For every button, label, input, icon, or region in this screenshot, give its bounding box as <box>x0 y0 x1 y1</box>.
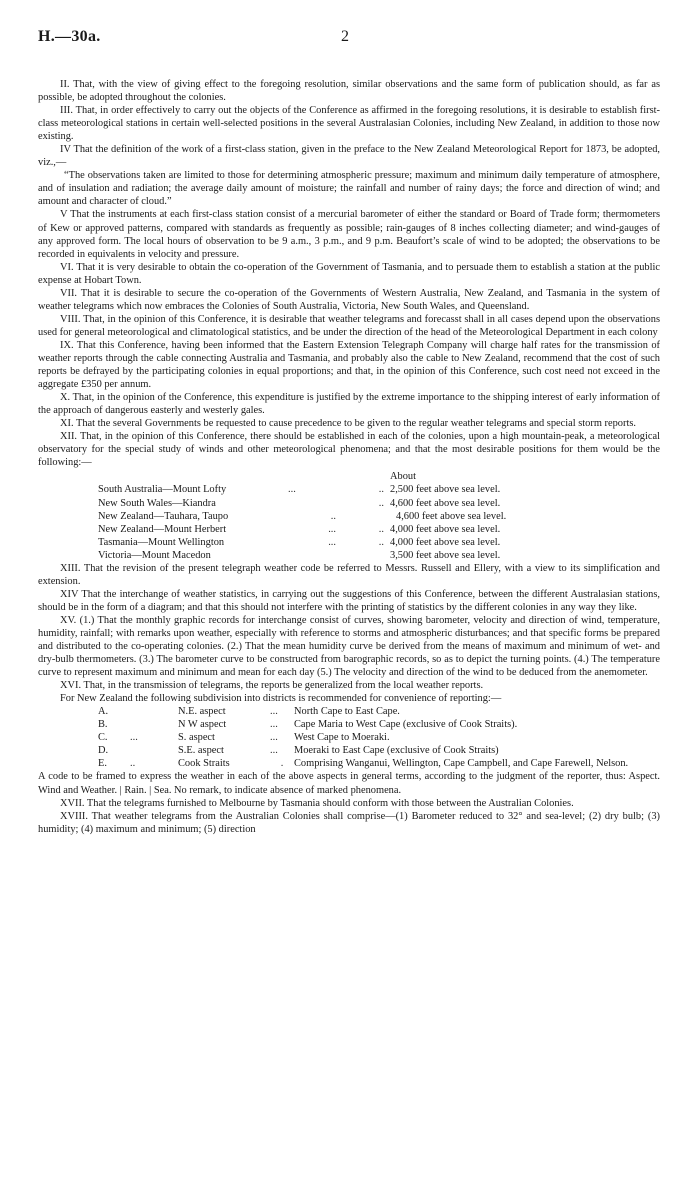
district-bounds: Comprising Wanganui, Wellington, Cape Campbell, and Cape Farewell, Nelson. <box>294 758 629 770</box>
resolution-xi: XI. That the several Governments be requested to cause precedence to be given to the regular weather telegrams and special storm reports. <box>60 418 636 430</box>
resolution-ii: II. That, with the view of giving effect to the foregoing resolution, similar observations and the same form of publication should, as far as possible, be adopted throughout the colonies. <box>38 79 660 104</box>
station-height: 3,500 feet above sea level. <box>390 549 501 561</box>
resolution-xiii: XIII. That the revision of the present telegraph weather code be referred to Messrs. Russell and Ellery, with a view to its simplification and extension. <box>38 562 660 587</box>
station-height: 4,000 feet above sea level. <box>390 523 501 535</box>
table-row: New Zealand—Tauhara, Taupo .. 4,600 feet above sea level. <box>98 510 507 522</box>
district-letter: C. <box>98 732 108 744</box>
districts-table <box>98 705 628 770</box>
station-height: 4,000 feet above sea level. <box>390 536 501 548</box>
report-code: H.—30a. <box>38 28 101 45</box>
page-number: 2 <box>341 28 349 45</box>
district-bounds: North Cape to East Cape. <box>294 706 400 718</box>
resolution-iv: IV That the definition of the work of a first-class station, given in the preface to the New Zealand Meteorological Report for 1873, be adopted, viz.,— <box>38 144 660 169</box>
resolution-iii: III. That, in order effectively to carry out the objects of the Conference as affirmed in the foregoing resolutions, it is desirable to establish first-class meteorological stations in certain well-selected positions in the several Australasian Colonies, including New Zealand, in addition to those now existing. <box>38 105 660 143</box>
resolution-v: V That the instruments at each first-class station consist of a mercurial barometer of either the standard or Board of Trade form; thermometers of Kew or approved patterns, compared with standards as frequently as possible; rain-gauges of 8 inches collecting diameter; and wind-gauges of any approved form. The local hours of observation to be 9 a.m., 3 p.m., and 9 p.m. Beaufort’s scale of wind to be adopted; the observations to be recorded in equivalents in velocity and pressure. <box>38 209 660 260</box>
district-letter: E. <box>98 758 107 770</box>
resolution-xvi: XVI. That, in the transmission of telegrams, the reports be generalized from the local weather reports. <box>60 680 484 692</box>
table-row: A. N.E. aspect ... North Cape to East Cape. <box>98 705 628 718</box>
table-row: E. .. Cook Straits . Comprising Wanganui, Wellington, Cape Campbell, and Cape Farewell, Nelson. <box>98 758 629 770</box>
district-bounds: Cape Maria to West Cape (exclusive of Cook Straits). <box>294 719 518 731</box>
table-row: C. ... S. aspect ... West Cape to Moeraki. <box>98 731 628 744</box>
weather-code-note: A code to be framed to express the weather in each of the above aspects in general terms, according to the judgment of the reporter, thus: Aspect. Wind and Weather. | Rain. | Sea. No remark, to indicate absence of marked phenomena. <box>38 771 660 796</box>
district-aspect: Cook Straits <box>178 758 230 770</box>
district-bounds: West Cape to Moeraki. <box>294 732 390 744</box>
station-place: New Zealand—Tauhara, Taupo <box>98 510 229 522</box>
table-row: New Zealand—Mount Herbert ... .. 4,000 feet above sea level. <box>98 523 506 536</box>
resolution-xvii: XVII. That the telegrams furnished to Melbourne by Tasmania should conform with those between the Australian Colonies. <box>60 797 574 809</box>
station-place: New South Wales—Kiandra <box>98 497 216 509</box>
resolution-viii: VIII. That, in the opinion of this Conference, it is desirable that weather telegrams and forecasst shall in all cases depend upon the observations used for general meteorological and climatological statistics, and be under the direction of the head of the Meteorological Department in each colony <box>38 313 660 338</box>
station-height: 4,600 feet above sea level. <box>396 510 507 522</box>
district-aspect: S. aspect <box>178 732 215 744</box>
resolution-xv: XV. (1.) That the monthly graphic records for interchange consist of curves, showing barometer, velocity and direction of wind, temperature, humidity, rainfall; with remarks upon weather, especially with reference to storms and atmospheric disturbances; and that specific forms be prepared and distributed to the co-operating colonies. (2.) That the mean humidity curve be derived from the means of maximum and minimum of wet- and dry-bulb thermometers. (3.) The barometer curve to be constructed from barographic records, so as to depict the turning points. (4.) The temperature curve to represent maximum and minimum and mean for each day (5.) The velocity and direction of the wind to be deduced from the anemometer. <box>38 614 660 679</box>
table-row: South Australia—Mount Lofty ... .. 2,500 feet above sea level. <box>98 483 506 496</box>
resolution-ix: IX. That this Conference, having been informed that the Eastern Extension Telegraph Company will charge half rates for the transmission of weather reports through the cable connecting Australia and Tasmania, and probably also the cable to New Zealand, recommend that the cost of such reports be defrayed by the participating colonies in equal proportions; and that, in the opinion of this Conference, such cost need not exceed in the aggregate £350 per annum. <box>38 339 660 391</box>
district-letter: A. <box>98 706 109 718</box>
station-place: Victoria—Mount Macedon <box>98 549 211 561</box>
document-body <box>38 78 660 836</box>
district-letter: B. <box>98 719 108 731</box>
resolution-xvi-districts-intro: For New Zealand the following subdivision into districts is recommended for convenience of reporting:— <box>60 693 502 705</box>
station-height: 4,600 feet above sea level. <box>390 497 501 509</box>
resolution-x: X. That, in the opinion of the Conference, this expenditure is justified by the extreme importance to the shipping interest of early information of the approach of dangerous easterly and westerly gales. <box>38 392 660 417</box>
district-aspect: N.E. aspect <box>178 706 226 718</box>
station-place: New Zealand—Mount Herbert <box>98 523 227 535</box>
table-row: B. N W aspect ... Cape Maria to West Cape (exclusive of Cook Straits). <box>98 718 628 731</box>
mountain-stations-table <box>98 470 506 561</box>
district-letter: D. <box>98 745 109 757</box>
table-row: New South Wales—Kiandra .. 4,600 feet above sea level. <box>98 497 506 510</box>
station-place: Tasmania—Mount Wellington <box>98 536 225 548</box>
district-aspect: S.E. aspect <box>178 745 224 757</box>
station-height: 2,500 feet above sea level. <box>390 484 501 496</box>
resolution-xii: XII. That, in the opinion of this Conference, there should be established in each of the colonies, upon a high mountain-peak, a meteorological observatory for the special study of winds and other meteorological phenomena; and that the most desirable positions for them would be the following:— <box>38 431 660 469</box>
resolution-xviii: XVIII. That weather telegrams from the Australian Colonies shall comprise—(1) Barometer reduced to 32° and sea-level; (2) dry bulb; (3) humidity; (4) maximum and minimum; (5) direction <box>38 810 660 835</box>
district-aspect: N W aspect <box>178 719 227 731</box>
resolution-iv-quote: “The observations taken are limited to those for determining atmospheric pressure; maximum and minimum daily temperature of atmosphere, and of insulation and radiation; the average daily amount of moisture; the rainfall and number of rainy days; the force and direction of wind; and amount and character of cloud.” <box>38 170 660 208</box>
resolution-vii: VII. That it is desirable to secure the co-operation of the Governments of Western Australia, New Zealand, and Tasmania in the system of weather telegrams which now embraces the Colonies of South Australia, Victoria, New South Wales, and Queensland. <box>38 287 660 312</box>
table-row: Tasmania—Mount Wellington ... .. 4,000 feet above sea level. <box>98 536 506 549</box>
resolution-xiv: XIV That the interchange of weather statistics, in carrying out the suggestions of this Conference, between the different Australasian stations, should be in the form of a diagram; and that this should not interfere with the printing of statistics by the different colonies in any way they like. <box>38 588 660 613</box>
table-row <box>98 549 506 562</box>
table-row: D. S.E. aspect ... Moeraki to East Cape (exclusive of Cook Straits) <box>98 744 628 757</box>
table-row <box>98 470 506 483</box>
district-bounds: Moeraki to East Cape (exclusive of Cook Straits) <box>294 745 499 757</box>
station-place: South Australia—Mount Lofty <box>98 484 227 496</box>
about-label: About <box>390 471 416 483</box>
page-header <box>38 28 660 52</box>
resolution-vi: VI. That it is very desirable to obtain the co-operation of the Government of Tasmania, and to persuade them to establish a station at the public expense at Hobart Town. <box>38 261 660 286</box>
